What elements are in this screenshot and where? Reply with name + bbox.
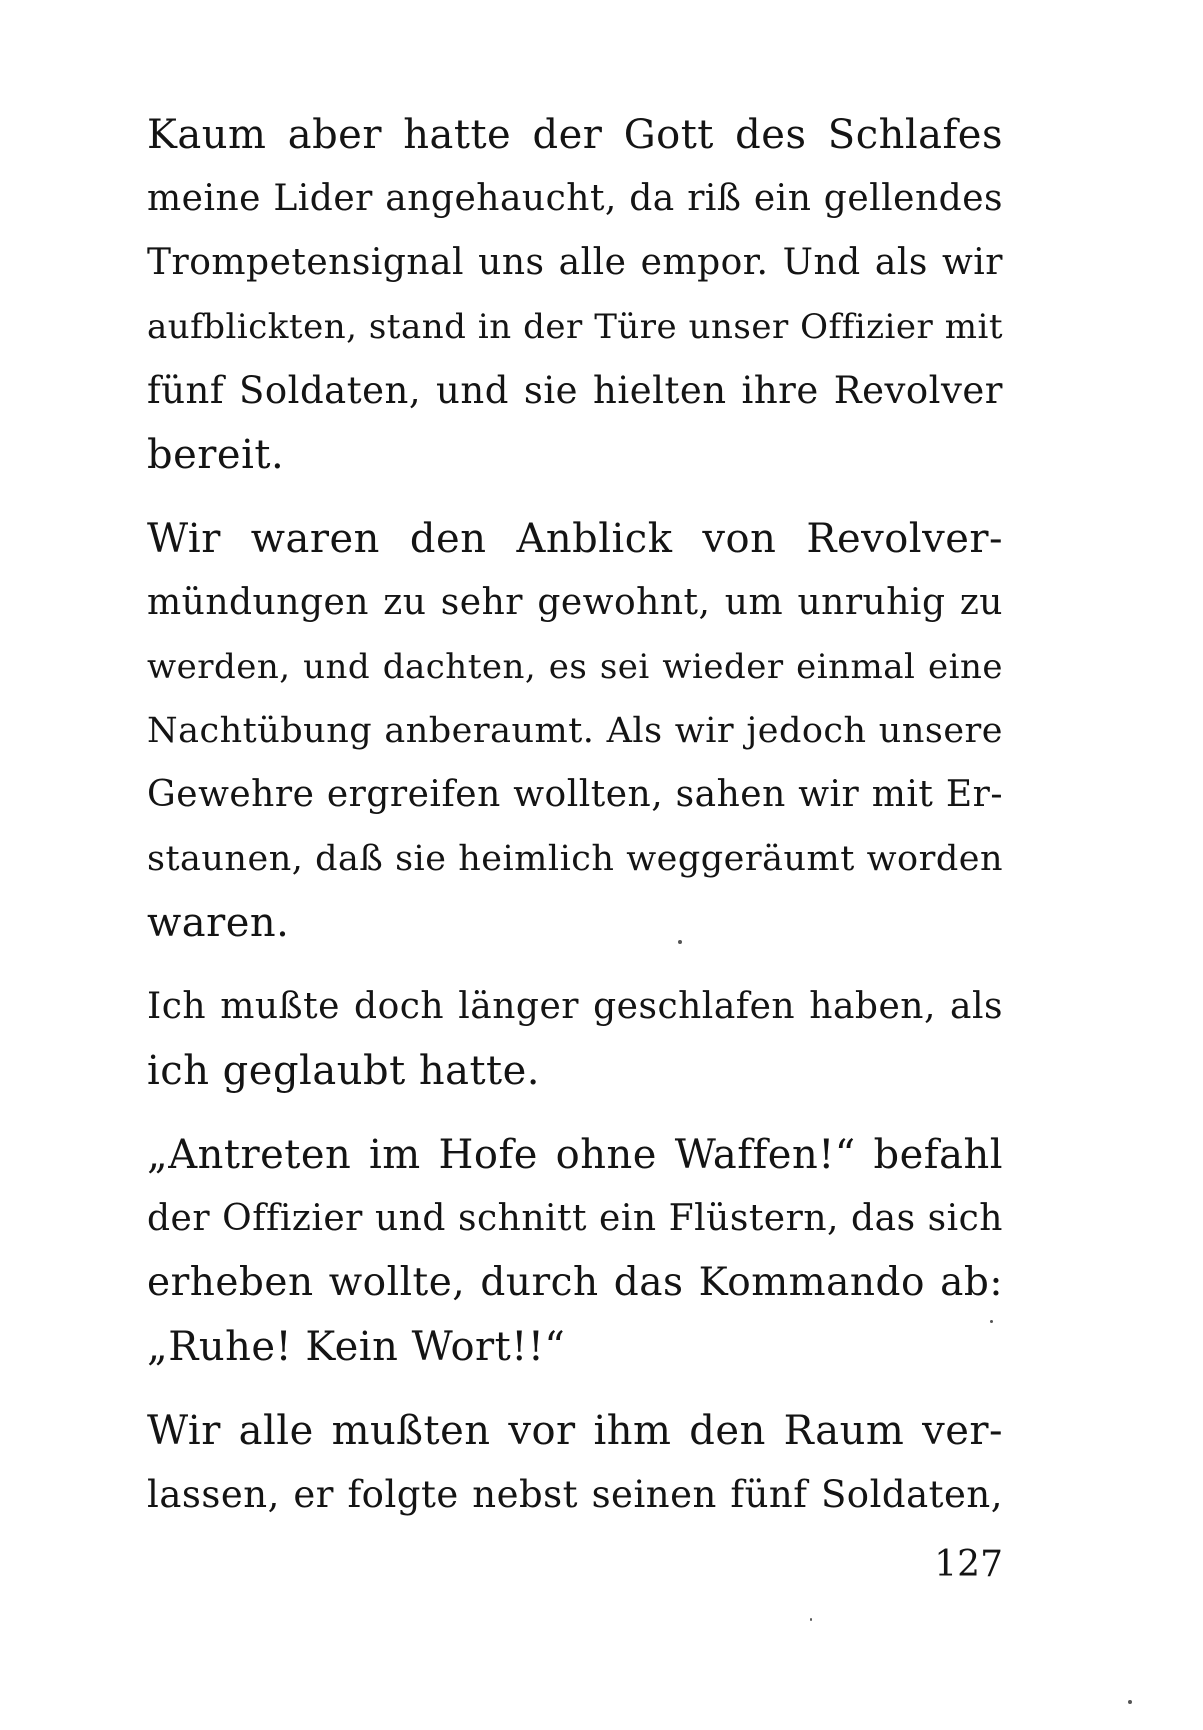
scan-speck: [678, 940, 682, 944]
text-line: „Antreten im Hofe ohne Waffen!“ befahl: [147, 1132, 1003, 1178]
text-line: Kaum aber hatte der Gott des Schlafes: [147, 112, 1003, 158]
text-line: werden, und dachten, es sei wieder einmal eine: [147, 647, 1003, 687]
text-line: Gewehre ergreifen wollten, sahen wir mit Er-: [147, 774, 1003, 815]
text-line: ich geglaubt hatte.: [147, 1048, 540, 1094]
text-line: meine Lider angehaucht, da riß ein gellendes: [147, 178, 1003, 219]
body-text: [147, 103, 1003, 1547]
text-line: staunen, daß sie heimlich weggeräumt worden: [147, 839, 1003, 879]
text-line: fünf Soldaten, und sie hielten ihre Revolver: [147, 369, 1003, 412]
paragraph-4: [147, 1123, 1003, 1379]
text-line: der Offizier und schnitt ein Flüstern, das sich: [147, 1198, 1003, 1239]
scan-speck: [1128, 1700, 1132, 1704]
text-line: lassen, er folgte nebst seinen fünf Soldaten,: [147, 1473, 1003, 1516]
paragraph-1: [147, 103, 1003, 487]
text-line: Wir waren den Anblick von Revolver-: [147, 516, 1003, 562]
text-line: Wir alle mußten vor ihm den Raum ver-: [147, 1408, 1003, 1454]
text-line: erheben wollte, durch das Kommando ab:: [147, 1260, 1003, 1305]
scan-speck: [810, 1618, 812, 1621]
text-line: „Ruhe! Kein Wort!!“: [147, 1324, 566, 1370]
page-number: 127: [934, 1544, 1003, 1585]
text-line: aufblickten, stand in der Türe unser Offizier mit: [147, 307, 1003, 347]
paragraph-2: [147, 507, 1003, 955]
scan-speck: [990, 1320, 993, 1323]
text-line: Trompetensignal uns alle empor. Und als wir: [147, 242, 1003, 283]
text-line: Nachtübung anberaumt. Als wir jedoch unsere: [147, 711, 1003, 751]
text-line: waren.: [147, 900, 290, 946]
paragraph-3: [147, 975, 1003, 1103]
paragraph-5: [147, 1399, 1003, 1527]
text-line: mündungen zu sehr gewohnt, um unruhig zu: [147, 582, 1003, 623]
text-line: bereit.: [147, 432, 285, 478]
text-line: Ich mußte doch länger geschlafen haben, als: [147, 986, 1003, 1027]
